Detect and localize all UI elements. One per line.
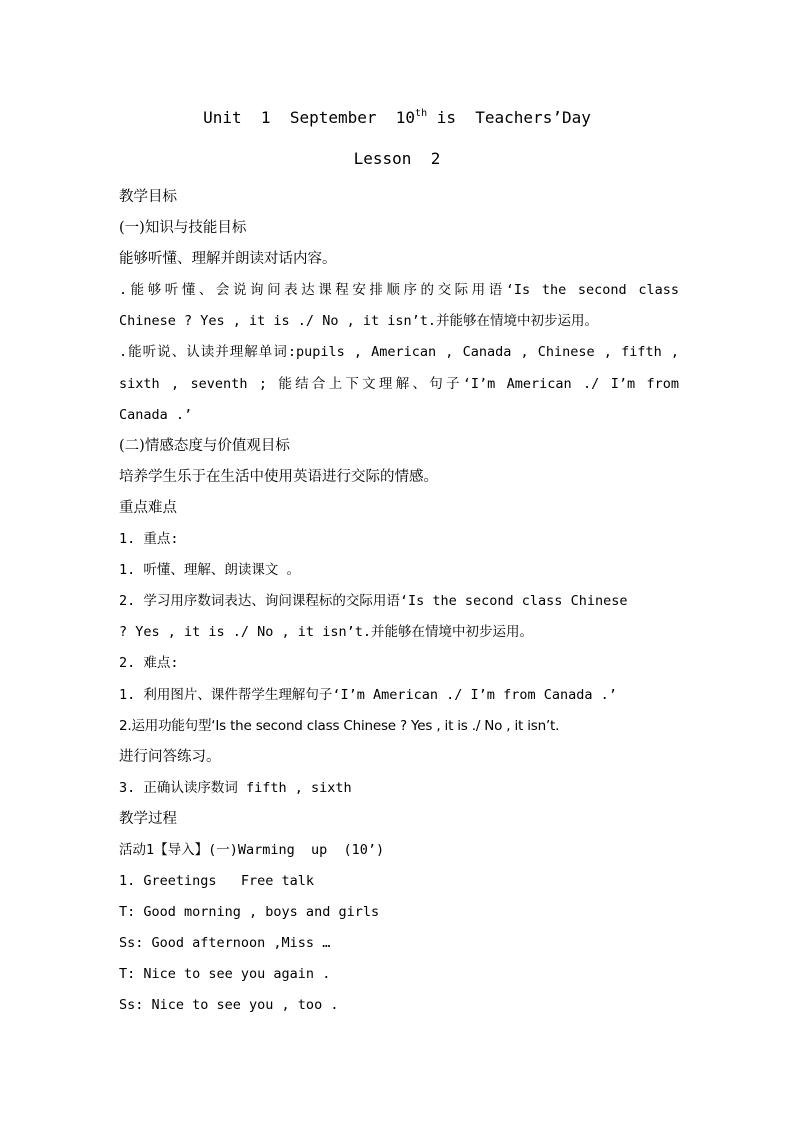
text-line: Chinese ? Yes , it is ./ No , it isn’t.并能够在情境中初步运用。 <box>119 313 598 330</box>
document-body <box>119 182 679 1022</box>
unit-title <box>0 108 794 128</box>
text-line: 进行问答练习。 <box>119 748 221 765</box>
text-line: 1. Greetings Free talk <box>119 873 315 890</box>
ordinal-suffix: th <box>415 108 428 119</box>
unit-title-pre: Unit 1 September 10 <box>203 108 416 127</box>
text-line: Canada .’ <box>119 406 193 423</box>
unit-title-post: is Teachers’Day <box>427 108 591 127</box>
list-item: 2.运用功能句型‘Is the second class Chinese ? Yes , it is ./ No , it isn’t. <box>119 717 560 734</box>
list-item: 1. 利用图片、课件帮学生理解句子‘I’m American ./ I’m from Canada .’ <box>119 686 617 703</box>
dialogue-line: T: Nice to see you again . <box>119 966 331 983</box>
lesson-title: Lesson 2 <box>353 149 441 168</box>
section-heading-objectives: 教学目标 <box>119 189 177 205</box>
section-heading-key-points: 重点难点 <box>119 499 177 516</box>
list-heading-key: 1. 重点: <box>119 531 179 548</box>
text-line: 培养学生乐于在生活中使用英语进行交际的情感。 <box>119 468 438 485</box>
list-item: 2. 学习用序数词表达、询问课程标的交际用语‘Is the second class Chinese <box>119 593 628 610</box>
list-item: 1. 听懂、理解、朗读课文 。 <box>119 562 301 579</box>
section-heading-process: 教学过程 <box>119 810 177 827</box>
activity-heading: 活动1【导入】(一)Warming up (10’) <box>119 841 385 858</box>
dialogue-line: Ss: Good afternoon ,Miss … <box>119 935 331 952</box>
text-line: .能够听懂、会说询问表达课程安排顺序的交际用语‘Is the second class <box>119 282 679 299</box>
list-heading-difficult: 2. 难点: <box>119 655 179 672</box>
text-line: ? Yes , it is ./ No , it isn’t.并能够在情境中初步运用。 <box>119 624 533 641</box>
text-line: 能够听懂、理解并朗读对话内容。 <box>119 251 337 268</box>
text-line: .能听说、认读并理解单词:pupils , American , Canada , Chinese , fifth , <box>119 344 679 361</box>
dialogue-line: T: Good morning , boys and girls <box>119 904 380 921</box>
list-item: 3. 正确认读序数词 fifth , sixth <box>119 779 352 796</box>
dialogue-line: Ss: Nice to see you , too . <box>119 997 339 1014</box>
subheading-attitudes-values: (二)情感态度与价值观目标 <box>119 437 290 454</box>
subheading-knowledge-skills: (一)知识与技能目标 <box>119 220 247 237</box>
text-line: sixth , seventh ; 能结合上下文理解、句子‘I’m American ./ I’m from <box>119 375 679 392</box>
